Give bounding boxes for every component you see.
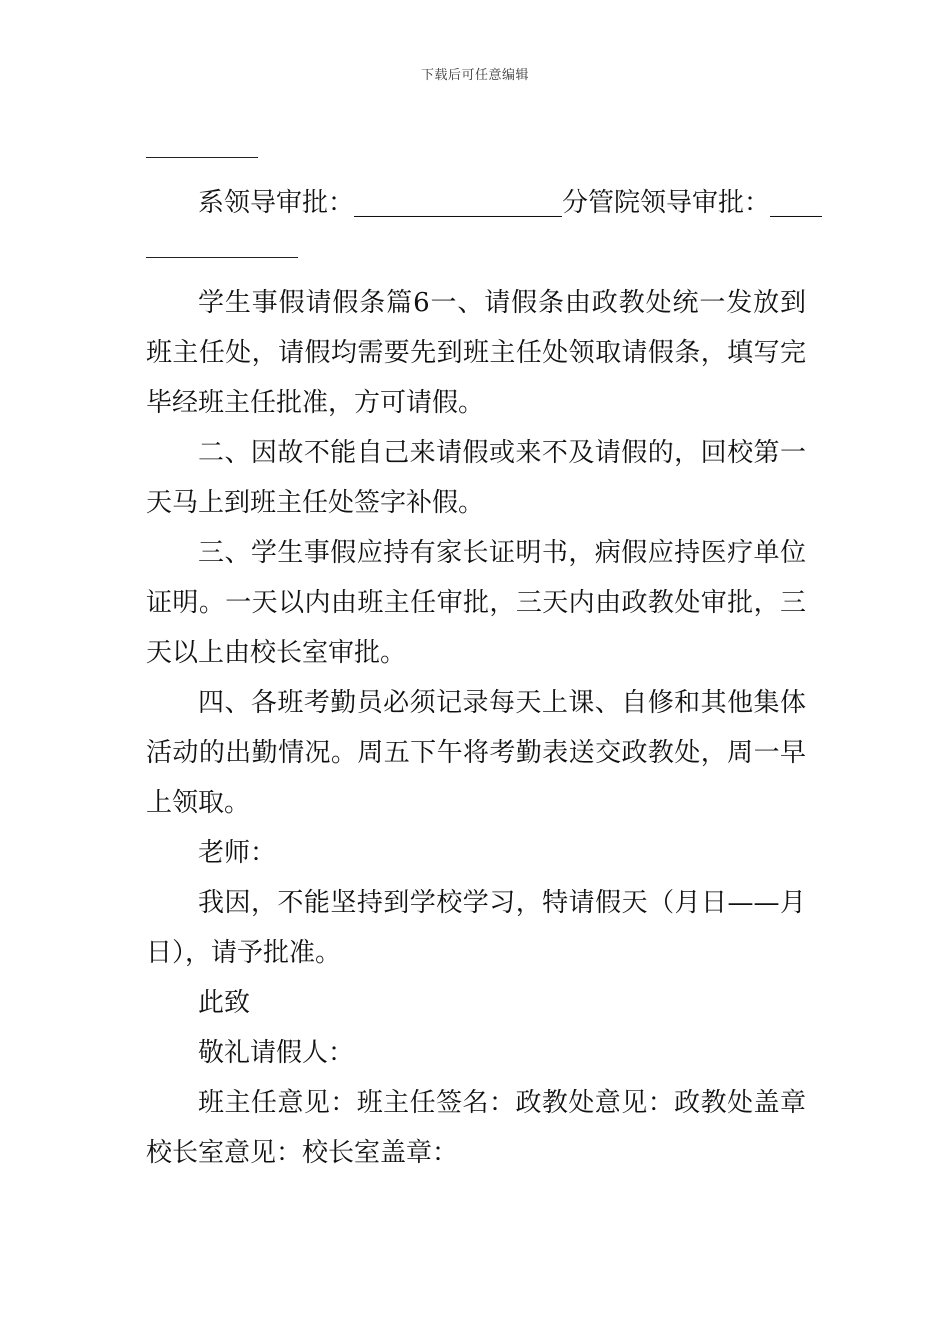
dept-approval-blank: ________________	[354, 188, 563, 218]
letter-opinions: 班主任意见：班主任签名：政教处意见：政教处盖章校长室意见：校长室盖章：	[146, 1088, 806, 1168]
school-approval-blank: ____	[770, 188, 823, 218]
rule-paragraph-2: 二、因故不能自己来请假或来不及请假的，回校第一天马上到班主任处签字补假。	[146, 438, 806, 518]
letter-closing: 此致	[198, 988, 251, 1018]
dept-approval-label: 系领导审批：	[198, 188, 355, 218]
page-header: 下载后可任意编辑	[420, 68, 529, 83]
approval-blank-continuation	[146, 228, 806, 278]
rule-paragraph-4: 四、各班考勤员必须记录每天上课、自修和其他集体活动的出勤情况。周五下午将考勤表送交政教处，周一早上领取。	[146, 688, 806, 818]
rule-paragraph-1: 学生事假请假条篇6一、请假条由政教处统一发放到班主任处，请假均需要先到班主任处领取请假条，填写完毕经班主任批准，方可请假。	[146, 288, 806, 418]
approval-line	[146, 178, 823, 228]
letter-body: 我因，不能坚持到学校学习，特请假天（月日——月日），请予批准。	[146, 888, 806, 968]
letter-regards: 敬礼请假人：	[198, 1038, 355, 1068]
letter-salutation: 老师：	[198, 838, 277, 868]
document-body	[146, 128, 823, 1178]
top-blank-line	[146, 128, 806, 178]
school-approval-label: 分管院领导审批：	[562, 188, 771, 218]
rule-paragraph-3: 三、学生事假应持有家长证明书，病假应持医疗单位证明。一天以内由班主任审批，三天内由政教处审批，三天以上由校长室审批。	[146, 538, 806, 668]
